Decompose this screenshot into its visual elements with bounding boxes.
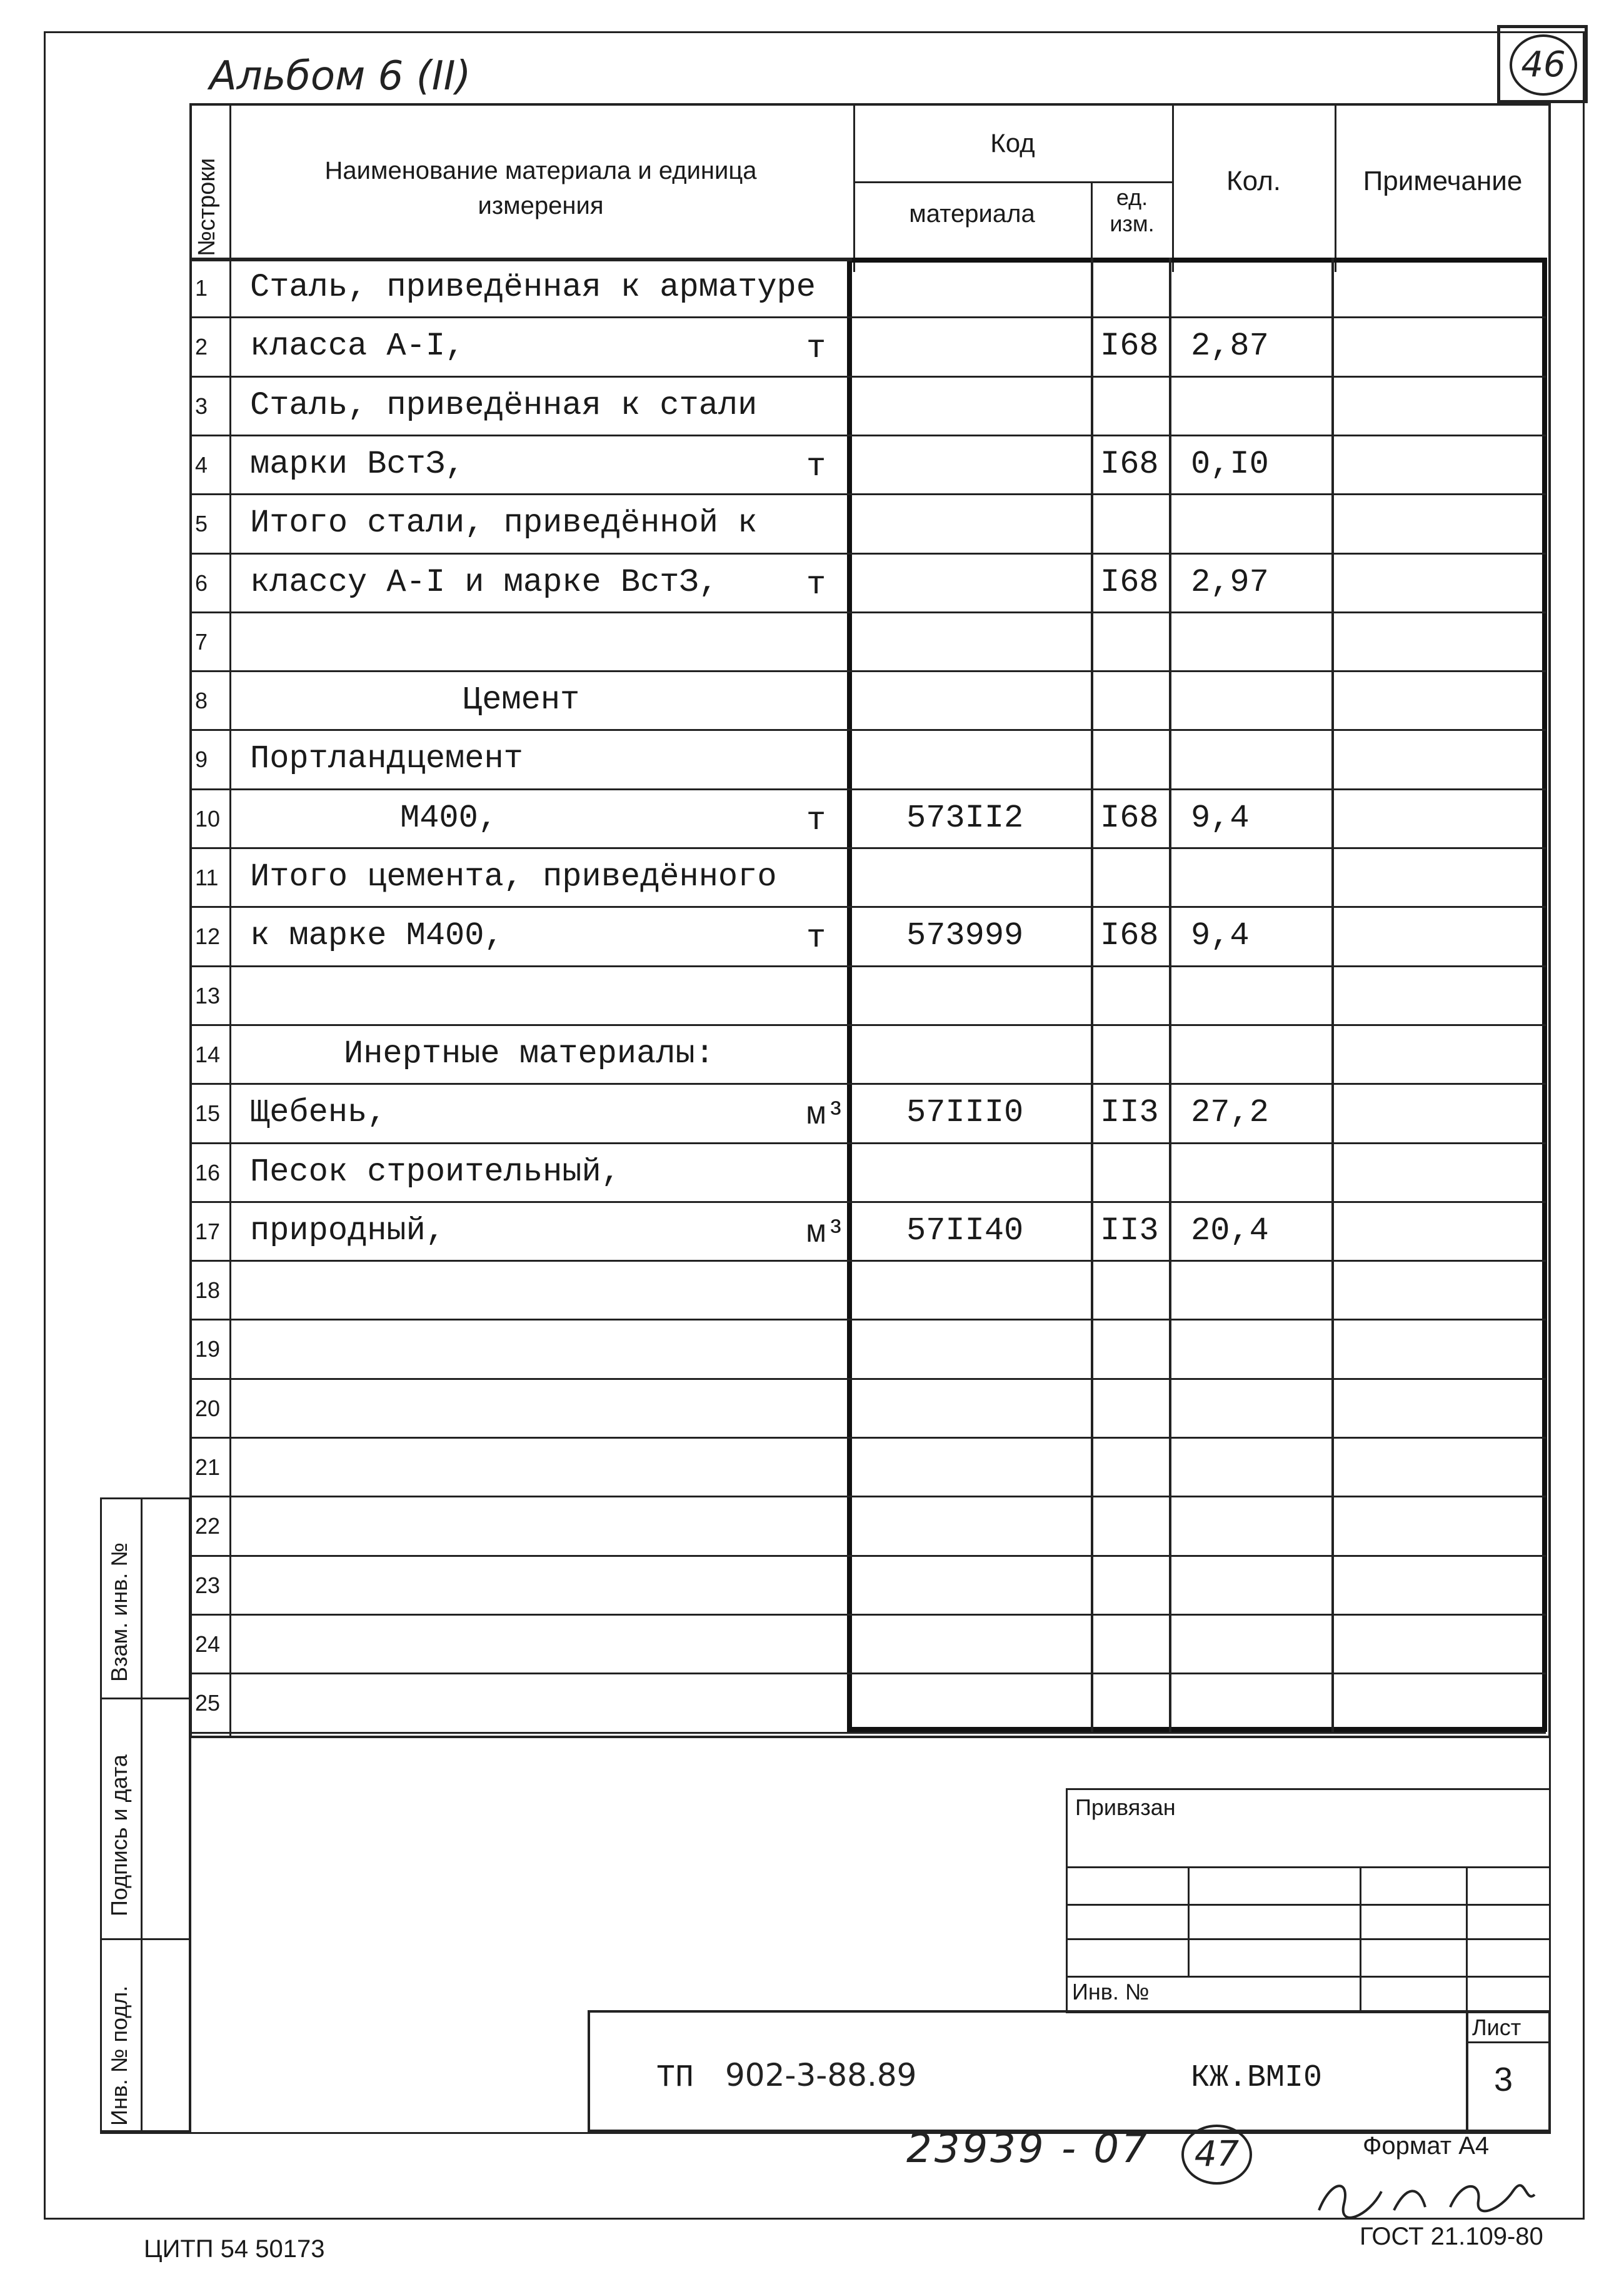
row-number: 11 — [195, 865, 219, 890]
row-divider — [852, 1673, 1546, 1674]
header-note: Примечание — [1363, 166, 1523, 196]
row-divider — [852, 847, 1546, 849]
row-number: 4 — [195, 451, 208, 478]
row-quantity: 27,2 — [1191, 1094, 1269, 1132]
row-number: 8 — [195, 688, 208, 714]
row-divider — [189, 1496, 852, 1497]
row-divider — [852, 729, 1546, 731]
row-divider — [189, 1201, 852, 1203]
row-divider — [189, 670, 852, 672]
row-unit-symbol: т — [806, 566, 826, 603]
album-note: Альбом 6 (II) — [209, 53, 471, 99]
list-label: Лист — [1472, 2015, 1521, 2040]
row-number: 23 — [195, 1572, 221, 1598]
row-divider — [189, 965, 852, 967]
row-divider — [189, 1260, 852, 1262]
inv-no-label: Инв. № — [1072, 1979, 1150, 2005]
header-qty: Кол. — [1226, 166, 1281, 196]
row-divider — [189, 1555, 852, 1557]
row-number: 15 — [195, 1100, 221, 1127]
row-divider — [189, 906, 852, 908]
row-unit-symbol: т — [806, 920, 826, 957]
row-divider — [189, 1673, 852, 1674]
row-divider — [852, 670, 1546, 672]
row-text: Сталь, приведённая к стали — [250, 386, 758, 424]
row-divider — [189, 1024, 852, 1026]
row-divider — [189, 788, 852, 790]
row-text: Инертные материалы: — [344, 1035, 714, 1072]
row-unit-code: I68 — [1100, 799, 1159, 837]
row-divider — [852, 1555, 1546, 1557]
row-divider — [189, 493, 852, 495]
row-number: 21 — [195, 1454, 221, 1480]
row-divider — [189, 1437, 852, 1439]
row-text: к марке М400, — [250, 917, 504, 955]
row-text: марки ВстЗ, — [250, 445, 465, 483]
row-number: 25 — [195, 1690, 221, 1716]
row-divider — [852, 553, 1546, 555]
row-divider — [189, 611, 852, 613]
row-quantity: 2,87 — [1191, 328, 1269, 365]
row-number: 9 — [195, 747, 208, 773]
row-unit-code: I68 — [1100, 563, 1159, 601]
row-unit-code: II3 — [1100, 1212, 1159, 1249]
header-code: Код — [990, 128, 1035, 158]
side-label-vzam: Взам. инв. № — [106, 1542, 132, 1682]
row-divider — [189, 1319, 852, 1321]
row-divider — [852, 1732, 1546, 1734]
row-divider — [189, 1614, 852, 1616]
row-quantity: 0,I0 — [1191, 445, 1269, 483]
row-text: Цемент — [463, 682, 580, 719]
row-number: 10 — [195, 805, 221, 832]
row-divider — [852, 1378, 1546, 1380]
row-material-code: 57II40 — [906, 1212, 1024, 1249]
row-divider — [852, 906, 1546, 908]
row-number: 20 — [195, 1395, 221, 1421]
row-divider — [852, 1201, 1546, 1203]
row-unit-symbol: т — [806, 802, 826, 839]
project-number: 902-3-88.89 — [725, 2057, 917, 2093]
row-divider — [189, 1083, 852, 1085]
header-name: Наименование материала и единица измерения — [324, 157, 757, 219]
row-quantity: 9,4 — [1191, 917, 1250, 955]
row-number: 2 — [195, 334, 208, 360]
row-text: Итого цемента, приведённого — [250, 858, 777, 895]
citp-label: ЦИТП 54 50173 — [144, 2235, 325, 2263]
row-number: 14 — [195, 1041, 221, 1067]
row-quantity: 20,4 — [1191, 1212, 1269, 1249]
signature-mark — [1313, 2173, 1538, 2223]
row-number: 17 — [195, 1218, 221, 1244]
row-divider — [189, 316, 852, 318]
row-divider — [852, 965, 1546, 967]
row-text: Портландцемент — [250, 740, 523, 778]
row-divider — [852, 1083, 1546, 1085]
side-label-inv: Инв. № подл. — [106, 1985, 132, 2126]
row-divider — [189, 1142, 852, 1144]
row-unit-code: I68 — [1100, 328, 1159, 365]
row-divider — [189, 1732, 852, 1734]
row-unit-code: II3 — [1100, 1094, 1159, 1132]
row-unit-symbol: т — [806, 330, 826, 368]
row-divider — [852, 1496, 1546, 1497]
row-divider — [852, 376, 1546, 378]
row-text: Песок строительный, — [250, 1153, 621, 1190]
row-divider — [189, 847, 852, 849]
row-divider — [852, 435, 1546, 436]
row-divider — [852, 788, 1546, 790]
row-number: 22 — [195, 1513, 221, 1539]
row-unit-symbol: т — [806, 448, 826, 485]
row-text: Щебень, — [250, 1094, 387, 1132]
stamp-number: 23939 - 07 — [906, 2126, 1150, 2172]
row-divider — [189, 376, 852, 378]
row-quantity: 2,97 — [1191, 563, 1269, 601]
doc-code: КЖ.ВМI0 — [1191, 2060, 1323, 2096]
row-number: 24 — [195, 1631, 221, 1657]
row-number: 3 — [195, 393, 208, 419]
row-number: 1 — [195, 275, 208, 301]
row-divider — [852, 1437, 1546, 1439]
row-divider — [852, 1142, 1546, 1144]
row-text: природный, — [250, 1212, 446, 1249]
row-number: 18 — [195, 1277, 221, 1304]
row-material-code: 573II2 — [906, 799, 1024, 837]
row-number: 19 — [195, 1336, 221, 1362]
row-divider — [189, 729, 852, 731]
header-material: материала — [909, 200, 1035, 228]
row-divider — [189, 553, 852, 555]
row-text: классу А-I и марке ВстЗ, — [250, 563, 718, 601]
row-number: 5 — [195, 511, 208, 537]
row-text: Итого стали, приведённой к — [250, 505, 758, 542]
row-number: 13 — [195, 982, 221, 1009]
row-divider — [189, 1378, 852, 1380]
header-row-num: №строки — [194, 158, 220, 256]
row-divider — [852, 1260, 1546, 1262]
sheet-number-top: 46 — [1510, 34, 1577, 96]
row-material-code: 573999 — [906, 917, 1024, 955]
row-text: Сталь, приведённая к арматуре — [250, 269, 816, 306]
row-text: М400, — [400, 799, 498, 837]
row-text: класса А-I, — [250, 328, 465, 365]
gost-label: ГОСТ 21.109-80 — [1360, 2223, 1543, 2250]
row-unit-symbol: м³ — [806, 1097, 846, 1134]
row-divider — [852, 316, 1546, 318]
row-divider — [852, 1614, 1546, 1616]
circled-number: 47 — [1181, 2125, 1252, 2185]
row-divider — [852, 611, 1546, 613]
row-unit-code: I68 — [1100, 917, 1159, 955]
row-number: 16 — [195, 1159, 221, 1185]
row-divider — [852, 1319, 1546, 1321]
tp-label: ТП — [656, 2060, 694, 2096]
row-divider — [852, 1024, 1546, 1026]
row-divider — [189, 435, 852, 436]
row-number: 12 — [195, 923, 221, 950]
header-unit: ед. изм. — [1110, 184, 1155, 236]
row-material-code: 57III0 — [906, 1094, 1024, 1132]
privyazan-label: Привязан — [1075, 1794, 1176, 1820]
row-number: 7 — [195, 628, 208, 655]
row-quantity: 9,4 — [1191, 799, 1250, 837]
row-number: 6 — [195, 570, 208, 596]
row-divider — [852, 493, 1546, 495]
row-unit-code: I68 — [1100, 445, 1159, 483]
format-label: Формат А4 — [1363, 2132, 1490, 2160]
list-number: 3 — [1494, 2061, 1513, 2098]
row-unit-symbol: м³ — [806, 1214, 846, 1252]
side-label-podpis: Подпись и дата — [106, 1754, 132, 1916]
